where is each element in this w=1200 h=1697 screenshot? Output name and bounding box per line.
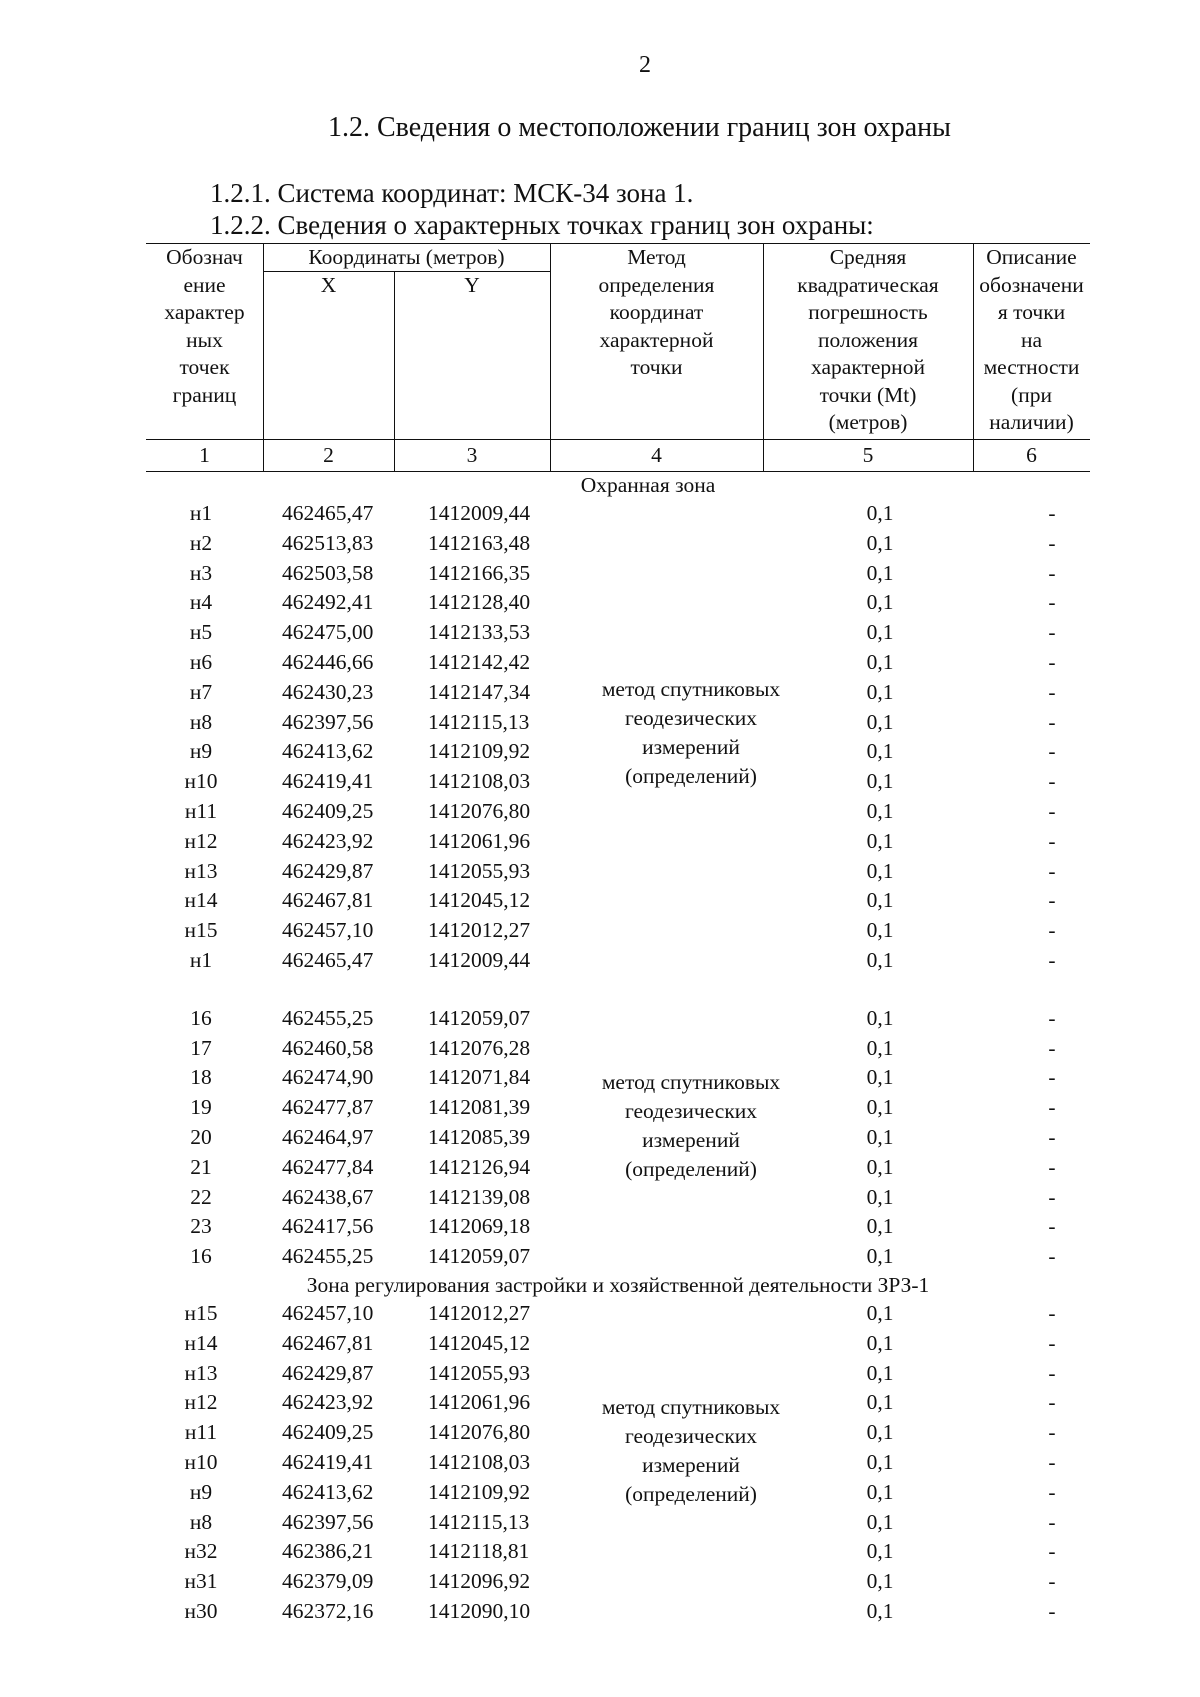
description-cell: - (1048, 947, 1056, 972)
description-cell: - (1048, 1509, 1056, 1534)
y-cell: 1412081,39 (428, 1095, 531, 1120)
point-id-cell: н15 (184, 1300, 218, 1325)
mean-error-cell: 0,1 (866, 560, 894, 585)
x-cell: 462423,92 (282, 828, 374, 853)
column-number: 2 (323, 443, 334, 467)
mean-error-cell: 0,1 (866, 501, 894, 525)
mean-error-cell: 0,1 (866, 679, 894, 704)
y-cell: 1412163,48 (428, 530, 531, 555)
x-cell: 462386,21 (282, 1539, 374, 1564)
point-id-cell: н13 (184, 1360, 218, 1385)
description-cell: - (1048, 1598, 1056, 1623)
point-id-cell: н8 (189, 709, 213, 734)
mean-error-cell: 0,1 (866, 1300, 894, 1325)
point-id-cell: н7 (189, 679, 213, 704)
y-cell: 1412061,96 (428, 1390, 531, 1415)
description-cell: - (1048, 709, 1056, 734)
point-id-cell: 23 (190, 1214, 212, 1239)
table-row (146, 1004, 1090, 1034)
y-cell: 1412108,03 (428, 1449, 531, 1474)
description-cell: - (1048, 828, 1056, 853)
point-id-cell: н1 (189, 501, 213, 525)
table-row (146, 1299, 1090, 1329)
x-cell: 462446,66 (282, 649, 374, 674)
x-cell: 462419,41 (282, 769, 374, 794)
table-row (146, 1242, 1090, 1272)
mean-error-cell: 0,1 (866, 858, 894, 883)
y-cell: 1412076,28 (428, 1035, 531, 1060)
description-cell: - (1048, 739, 1056, 764)
x-cell: 462477,87 (282, 1095, 374, 1120)
x-cell: 462465,47 (282, 501, 374, 525)
point-id-cell: 20 (190, 1124, 212, 1149)
mean-error-cell: 0,1 (866, 1390, 894, 1415)
mean-error-cell: 0,1 (866, 1509, 894, 1534)
y-cell: 1412139,08 (428, 1184, 531, 1209)
table-row (146, 1508, 1090, 1538)
table-row (146, 1212, 1090, 1242)
mean-error-cell: 0,1 (866, 1569, 894, 1594)
table-header (146, 243, 1090, 472)
point-id-cell: н10 (184, 1449, 218, 1474)
method-text: метод спутниковых геодезических измерений (определений) (601, 1069, 781, 1181)
description-cell: - (1048, 858, 1056, 883)
table-row (146, 797, 1090, 827)
table-row (146, 1034, 1090, 1064)
mean-error-cell: 0,1 (866, 1214, 894, 1239)
point-id-cell: 22 (190, 1184, 212, 1209)
x-cell: 462467,81 (282, 1330, 374, 1355)
header-y: Y (464, 273, 480, 297)
y-cell: 1412115,13 (428, 709, 530, 734)
y-cell: 1412055,93 (428, 858, 531, 883)
coord-system-paragraph: 1.2.1. Система координат: МСК-34 зона 1. (210, 178, 694, 208)
header-point-designation: Обознач ение характер ных точек границ (164, 245, 245, 407)
table-row (146, 1183, 1090, 1213)
description-cell: - (1048, 1184, 1056, 1209)
point-id-cell: н8 (189, 1509, 213, 1534)
x-cell: 462438,67 (282, 1184, 374, 1209)
point-id-cell: н30 (184, 1598, 218, 1623)
point-id-cell: н6 (189, 649, 213, 674)
y-cell: 1412096,92 (428, 1569, 531, 1594)
point-id-cell: н10 (184, 769, 218, 794)
mean-error-cell: 0,1 (866, 1124, 894, 1149)
y-cell: 1412109,92 (428, 739, 531, 764)
table-row (146, 648, 1090, 678)
description-cell: - (1048, 649, 1056, 674)
mean-error-cell: 0,1 (866, 709, 894, 734)
description-cell: - (1048, 1330, 1056, 1355)
point-id-cell: н15 (184, 918, 218, 943)
description-cell: - (1048, 769, 1056, 794)
point-id-cell: н3 (189, 560, 213, 585)
mean-error-cell: 0,1 (866, 1539, 894, 1564)
y-cell: 1412012,27 (428, 1300, 531, 1325)
header-coordinates: Координаты (метров) (308, 245, 505, 269)
y-cell: 1412045,12 (428, 888, 531, 913)
mean-error-cell: 0,1 (866, 1360, 894, 1385)
description-cell: - (1048, 590, 1056, 615)
section-title: 1.2. Сведения о местоположении границ зон охраны (328, 112, 951, 143)
y-cell: 1412045,12 (428, 1330, 531, 1355)
mean-error-cell: 0,1 (866, 1420, 894, 1445)
mean-error-cell: 0,1 (866, 620, 894, 645)
mean-error-cell: 0,1 (866, 828, 894, 853)
table-row (146, 529, 1090, 559)
y-cell: 1412133,53 (428, 620, 531, 645)
description-cell: - (1048, 1124, 1056, 1149)
zone1-rows (146, 499, 1090, 976)
x-cell: 462429,87 (282, 858, 374, 883)
table-row (146, 916, 1090, 946)
page-number: 2 (639, 52, 651, 78)
point-id-cell: 21 (190, 1154, 212, 1179)
x-cell: 462455,25 (282, 1244, 374, 1269)
point-id-cell: н14 (184, 888, 218, 913)
x-cell: 462475,00 (282, 620, 374, 645)
x-cell: 462457,10 (282, 1300, 374, 1325)
y-cell: 1412109,92 (428, 1479, 531, 1504)
column-number: 5 (862, 443, 874, 467)
x-cell: 462474,90 (282, 1065, 374, 1090)
description-cell: - (1048, 888, 1056, 913)
mean-error-cell: 0,1 (866, 1330, 894, 1355)
mean-error-cell: 0,1 (866, 739, 894, 764)
table-row (146, 1359, 1090, 1389)
column-number: 1 (199, 443, 210, 467)
mean-error-cell: 0,1 (866, 590, 894, 615)
y-cell: 1412076,80 (428, 798, 531, 823)
y-cell: 1412059,07 (428, 1244, 531, 1269)
point-id-cell: 17 (190, 1035, 212, 1060)
x-cell: 462379,09 (282, 1569, 374, 1594)
header-x: X (320, 273, 337, 297)
table-row (146, 618, 1090, 648)
y-cell: 1412059,07 (428, 1005, 531, 1030)
column-number: 3 (466, 443, 478, 467)
mean-error-cell: 0,1 (866, 1065, 894, 1090)
y-cell: 1412166,35 (428, 560, 531, 585)
description-cell: - (1048, 501, 1056, 525)
description-cell: - (1048, 1449, 1056, 1474)
point-id-cell: н11 (184, 798, 218, 823)
x-cell: 462372,16 (282, 1598, 374, 1623)
description-cell: - (1048, 679, 1056, 704)
table-row (146, 1537, 1090, 1567)
point-id-cell: н2 (189, 530, 213, 555)
method-text: метод спутниковых геодезических измерений (определений) (601, 1394, 781, 1506)
y-cell: 1412108,03 (428, 769, 531, 794)
table-row (146, 1597, 1090, 1627)
x-cell: 462477,84 (282, 1154, 374, 1179)
point-id-cell: н12 (184, 1390, 218, 1415)
mean-error-cell: 0,1 (866, 1154, 894, 1179)
table-row (146, 886, 1090, 916)
table-row (146, 588, 1090, 618)
boundary-points-table (146, 243, 1090, 1627)
x-cell: 462503,58 (282, 560, 374, 585)
table-row (146, 1567, 1090, 1597)
point-id-cell: н11 (184, 1420, 218, 1445)
y-cell: 1412061,96 (428, 828, 531, 853)
description-cell: - (1048, 620, 1056, 645)
mean-error-cell: 0,1 (866, 888, 894, 913)
point-id-cell: н32 (184, 1539, 218, 1564)
mean-error-cell: 0,1 (866, 530, 894, 555)
description-cell: - (1048, 1479, 1056, 1504)
description-cell: - (1048, 1214, 1056, 1239)
description-cell: - (1048, 918, 1056, 943)
point-id-cell: 19 (190, 1095, 212, 1120)
y-cell: 1412009,44 (428, 947, 531, 972)
x-cell: 462465,47 (282, 947, 374, 972)
description-cell: - (1048, 1095, 1056, 1120)
y-cell: 1412076,80 (428, 1420, 531, 1445)
description-cell: - (1048, 1244, 1056, 1269)
table-row (146, 499, 1090, 529)
y-cell: 1412147,34 (428, 679, 531, 704)
mean-error-cell: 0,1 (866, 769, 894, 794)
description-cell: - (1048, 1390, 1056, 1415)
mean-error-cell: 0,1 (866, 1244, 894, 1269)
y-cell: 1412055,93 (428, 1360, 531, 1385)
description-cell: - (1048, 1539, 1056, 1564)
y-cell: 1412118,81 (428, 1539, 530, 1564)
point-id-cell: н13 (184, 858, 218, 883)
point-id-cell: н31 (184, 1569, 218, 1594)
table-row (146, 857, 1090, 887)
x-cell: 462429,87 (282, 1360, 374, 1385)
description-cell: - (1048, 1300, 1056, 1325)
mean-error-cell: 0,1 (866, 918, 894, 943)
zone-title-zrz1: Зона регулирования застройки и хозяйственной деятельности ЗРЗ-1 (306, 1272, 930, 1297)
table-row (146, 827, 1090, 857)
table-row (146, 946, 1090, 976)
x-cell: 462419,41 (282, 1449, 374, 1474)
x-cell: 462413,62 (282, 739, 374, 764)
x-cell: 462413,62 (282, 1479, 374, 1504)
y-cell: 1412085,39 (428, 1124, 531, 1149)
points-info-paragraph: 1.2.2. Сведения о характерных точках границ зон охраны: (210, 210, 874, 240)
description-cell: - (1048, 1005, 1056, 1030)
x-cell: 462513,83 (282, 530, 374, 555)
y-cell: 1412126,94 (428, 1154, 531, 1179)
point-id-cell: 16 (190, 1005, 212, 1030)
point-id-cell: н12 (184, 828, 218, 853)
point-id-cell: 18 (190, 1065, 212, 1090)
x-cell: 462423,92 (282, 1390, 374, 1415)
mean-error-cell: 0,1 (866, 1479, 894, 1504)
zone2-rows (146, 1299, 1090, 1627)
y-cell: 1412012,27 (428, 918, 531, 943)
description-cell: - (1048, 1420, 1056, 1445)
x-cell: 462457,10 (282, 918, 374, 943)
x-cell: 462417,56 (282, 1214, 374, 1239)
point-id-cell: н9 (189, 739, 213, 764)
x-cell: 462460,58 (282, 1035, 374, 1060)
zone-title-protection: Охранная зона (580, 473, 716, 497)
description-cell: - (1048, 798, 1056, 823)
mean-error-cell: 0,1 (866, 1005, 894, 1030)
x-cell: 462397,56 (282, 1509, 374, 1534)
mean-error-cell: 0,1 (866, 798, 894, 823)
description-cell: - (1048, 1065, 1056, 1090)
point-id-cell: н14 (184, 1330, 218, 1355)
mean-error-cell: 0,1 (866, 649, 894, 674)
description-cell: - (1048, 1569, 1056, 1594)
mean-error-cell: 0,1 (866, 1095, 894, 1120)
table-row (146, 1329, 1090, 1359)
description-cell: - (1048, 530, 1056, 555)
y-cell: 1412090,10 (428, 1598, 531, 1623)
column-number: 6 (1026, 443, 1037, 467)
mean-error-cell: 0,1 (866, 1184, 894, 1209)
header-mean-error: Средняя квадратическая погрешность положения характерной точки (Mt) (метров) (797, 245, 939, 434)
y-cell: 1412128,40 (428, 590, 531, 615)
point-id-cell: н4 (189, 590, 213, 615)
x-cell: 462430,23 (282, 679, 374, 704)
point-id-cell: н5 (189, 620, 213, 645)
y-cell: 1412115,13 (428, 1509, 530, 1534)
description-cell: - (1048, 1154, 1056, 1179)
mean-error-cell: 0,1 (866, 947, 894, 972)
table-row (146, 559, 1090, 589)
x-cell: 462409,25 (282, 798, 374, 823)
zone1b-rows (146, 1004, 1090, 1272)
mean-error-cell: 0,1 (866, 1598, 894, 1623)
description-cell: - (1048, 1035, 1056, 1060)
column-number: 4 (651, 443, 662, 467)
mean-error-cell: 0,1 (866, 1449, 894, 1474)
point-id-cell: 16 (190, 1244, 212, 1269)
y-cell: 1412071,84 (428, 1065, 531, 1090)
x-cell: 462492,41 (282, 590, 374, 615)
description-cell: - (1048, 1360, 1056, 1385)
x-cell: 462467,81 (282, 888, 374, 913)
x-cell: 462397,56 (282, 709, 374, 734)
x-cell: 462455,25 (282, 1005, 374, 1030)
point-id-cell: н9 (189, 1479, 213, 1504)
point-id-cell: н1 (189, 947, 213, 972)
x-cell: 462409,25 (282, 1420, 374, 1445)
y-cell: 1412142,42 (428, 649, 531, 674)
header-description: Описание обозначени я точки на местности (при наличии) (979, 245, 1084, 434)
mean-error-cell: 0,1 (866, 1035, 894, 1060)
y-cell: 1412009,44 (428, 501, 531, 525)
header-method: Метод определения координат характерной точки (598, 245, 715, 379)
description-cell: - (1048, 560, 1056, 585)
y-cell: 1412069,18 (428, 1214, 531, 1239)
method-text: метод спутниковых геодезических измерений (определений) (601, 677, 781, 788)
x-cell: 462464,97 (282, 1124, 374, 1149)
